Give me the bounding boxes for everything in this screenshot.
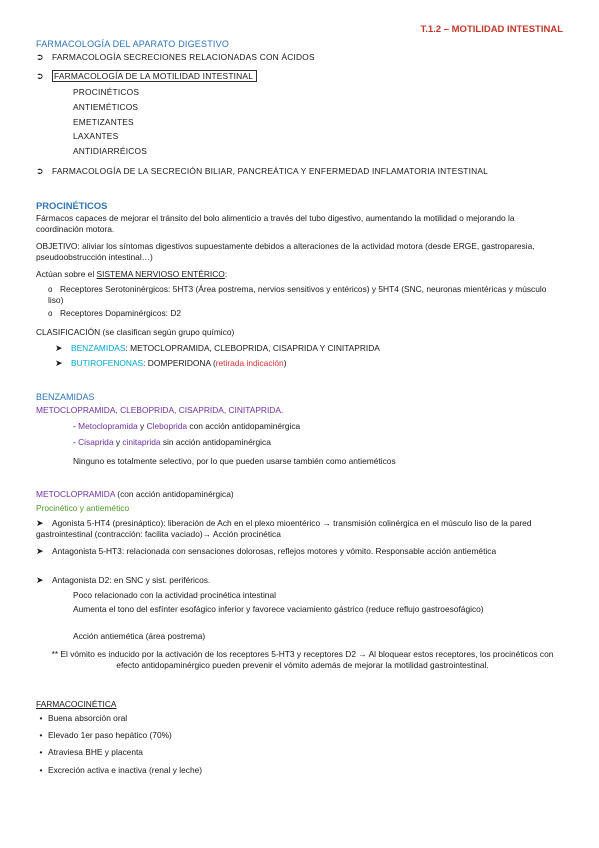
index-subitem: ANTIEMÉTICOS — [73, 102, 139, 112]
index-item-biliary — [36, 166, 488, 177]
index-item-biliary-label: FARMACOLOGÍA DE LA SECRECIÓN BILIAR, PANCREÁTICA Y ENFERMEDAD INFLAMATORIA INTESTINAL — [52, 166, 488, 176]
d2-subpoint: Acción antiemética (área postrema) — [73, 631, 206, 641]
metoclopramida-subheading: Procinético y antiemético — [36, 503, 130, 513]
list-item: • Excreción activa e inactiva (renal y leche) — [34, 765, 202, 775]
index-subitem: ANTIDIARRÉICOS — [73, 146, 147, 156]
list-item: • Atraviesa BHE y placenta — [34, 747, 143, 757]
list-item: ➤ Antagonista 5-HT3: relacionada con sensaciones dolorosas, reflejos motores y vómito. Responsable acción antiemética — [36, 546, 497, 556]
index-subitem: PROCINÉTICOS — [73, 87, 140, 97]
clase-benzamidas: ➤ BENZAMIDAS: METOCLOPRAMIDA, CLEBOPRIDA, CISAPRIDA Y CINITAPRIDA — [55, 343, 380, 353]
index-item-acids-label: FARMACOLOGÍA SECRECIONES RELACIONADAS CON ÁCIDOS — [52, 52, 315, 62]
section-heading-farmacocinetica: FARMACOCINÉTICA — [36, 699, 117, 709]
curved-arrow-icon: ➲ — [36, 52, 44, 62]
benzamidas-note: Ninguno es totalmente selectivo, por lo que pueden usarse también como antieméticos — [73, 456, 396, 466]
objetivo-label: OBJETIVO: — [36, 241, 80, 251]
triangle-arrow-icon: ➤ — [55, 358, 63, 368]
index-subitem: EMETIZANTES — [73, 117, 134, 127]
section-heading-metoclopramida: METOCLOPRAMIDA (con acción antidopaminérgica) — [36, 489, 234, 499]
benzamidas-line-non-antidopaminergic: - Cisaprida y cinitaprida sin acción antidopaminérgica — [73, 437, 271, 447]
bullet-dot-icon: • — [39, 730, 43, 740]
d2-subpoint: Poco relacionado con la actividad procinética intestinal — [73, 590, 276, 600]
procineticos-objetivo — [36, 241, 563, 263]
bullet-dot-icon: • — [39, 713, 43, 723]
list-item: • Buena absorción oral — [34, 713, 127, 723]
index-item-motility-label: FARMACOLOGÍA DE LA MOTILIDAD INTESTINAL — [52, 70, 257, 82]
index-item-motility — [36, 71, 257, 82]
page-header-title: T.1.2 – MOTILIDAD INTESTINAL — [420, 24, 563, 35]
triangle-arrow-icon: ➤ — [36, 546, 44, 556]
list-item: • Elevado 1er paso hepático (70%) — [34, 730, 172, 740]
section-heading-procineticos: PROCINÉTICOS — [36, 200, 108, 211]
objetivo-text: aliviar los síntomas digestivos supuestamente debidos a alteraciones de la actividad motora (desde ERGE, gastroparesia, pseudoobstrucción intestinal…) — [36, 241, 535, 262]
section-heading-benzamidas: BENZAMIDAS — [36, 392, 95, 402]
list-item: ➤ Antagonista D2: en SNC y sist. periféricos. — [36, 575, 211, 585]
triangle-arrow-icon: ➤ — [55, 343, 63, 353]
bullet-dot-icon: • — [39, 765, 43, 775]
sne-label: SISTEMA NERVIOSO ENTÉRICO — [96, 269, 225, 279]
benzamidas-line-antidopaminergic: - Metoclopramida y Cleboprida con acción antidopaminérgica — [73, 421, 301, 431]
benzamidas-drugs: METOCLOPRAMIDA, CLEBOPRIDA, CISAPRIDA, CINITAPRIDA. — [36, 405, 284, 415]
list-item: o Receptores Dopaminérgicos: D2 — [48, 308, 182, 318]
index-item-acids — [36, 52, 315, 63]
index-heading: FARMACOLOGÍA DEL APARATO DIGESTIVO — [36, 39, 230, 49]
index-subitem: LAXANTES — [73, 131, 119, 141]
hollow-circle-icon: o — [48, 285, 53, 294]
triangle-arrow-icon: ➤ — [36, 518, 44, 528]
curved-arrow-icon: ➲ — [36, 71, 44, 81]
clase-butirofenonas: ➤ BUTIROFENONAS: DOMPERIDONA (retirada indicación) — [55, 358, 287, 368]
bullet-dot-icon: • — [39, 747, 43, 757]
hollow-circle-icon: o — [48, 309, 53, 318]
list-item: ➤ Agonista 5-HT4 (presináptico): liberación de Ach en el plexo mioentérico → transmisión colinérgica en el músculo liso de la pared gastrointestinal (contracción: facilita vaciado)→ Acción procinética — [36, 518, 532, 539]
actuan-line: Actúan sobre el SISTEMA NERVIOSO ENTÉRICO: — [36, 269, 228, 279]
list-item: o Receptores Serotoninérgicos: 5HT3 (Área postrema, nervios sensitivos y entéricos) y 5HT4 (SNC, neuronas mientéricas y músculo liso) — [48, 284, 547, 305]
metoclopramida-footnote: ** El vómito es inducido por la activación de los receptores 5-HT3 y receptores D2 → Al bloquear estos receptores, los procinéticos con efecto antidopaminérgico pueden prevenir el vómito además de mejorar la motilidad gastrointestinal. — [51, 649, 554, 670]
curved-arrow-icon: ➲ — [36, 166, 44, 176]
d2-subpoint: Aumenta el tono del esfínter esofágico inferior y favorece vaciamiento gástrico (reduce reflujo gastroesofágico) — [73, 604, 484, 614]
triangle-arrow-icon: ➤ — [36, 575, 44, 585]
clasificacion-label: CLASIFICACIÓN (se clasifican según grupo químico) — [36, 327, 235, 337]
procineticos-definition: Fármacos capaces de mejorar el tránsito del bolo alimenticio a través del tubo digestivo, aumentando la motilidad o mejorando la coordinación motora. — [36, 213, 515, 234]
